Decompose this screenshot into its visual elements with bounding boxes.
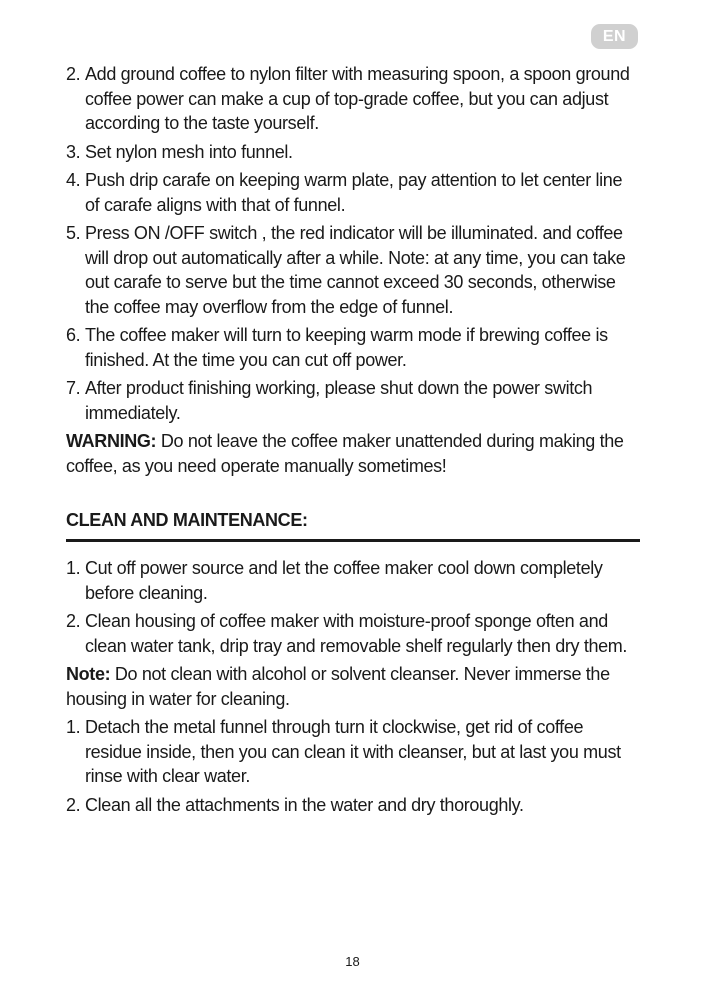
note-paragraph xyxy=(66,662,640,711)
step-text: Press ON /OFF switch , the red indicator will be illuminated. and coffee will drop out automatically after a while. Note: at any time, you can take out carafe to serve but the time cannot exceed 30 seconds, otherwise the coffee may overflow from the edge of funnel. xyxy=(85,223,626,317)
step-number: 1. xyxy=(66,558,81,578)
list-item xyxy=(66,715,640,789)
step-text: After product finishing working, please shut down the power switch immediately. xyxy=(85,378,593,423)
step-text: Push drip carafe on keeping warm plate, pay attention to let center line of carafe aligns with that of funnel. xyxy=(85,170,623,215)
note-label: Note: xyxy=(66,664,111,684)
section-heading: CLEAN AND MAINTENANCE: xyxy=(66,508,640,542)
step-number: 3. xyxy=(66,141,81,162)
step-number: 2. xyxy=(66,794,81,815)
list-item xyxy=(66,323,640,372)
note-text: Do not clean with alcohol or solvent cleanser. Never immerse the housing in water for cleaning. xyxy=(66,664,610,709)
language-badge: EN xyxy=(591,24,638,49)
cleaning-steps-list xyxy=(66,556,640,658)
list-item xyxy=(66,221,640,319)
list-item xyxy=(66,556,640,605)
step-number: 7. xyxy=(66,378,81,398)
list-item xyxy=(66,168,640,217)
step-text: Clean all the attachments in the water and dry thoroughly. xyxy=(85,794,524,815)
step-number: 2. xyxy=(66,611,81,631)
list-item xyxy=(66,62,640,136)
step-text: The coffee maker will turn to keeping warm mode if brewing coffee is finished. At the time you can cut off power. xyxy=(85,325,608,370)
list-item xyxy=(66,793,640,818)
step-number: 2. xyxy=(66,64,81,84)
warning-text: Do not leave the coffee maker unattended during making the coffee, as you need operate manually sometimes! xyxy=(66,431,624,476)
manual-content xyxy=(66,62,640,821)
step-text: Add ground coffee to nylon filter with measuring spoon, a spoon ground coffee power can make a cup of top-grade coffee, but you can adjust according to the taste yourself. xyxy=(85,64,630,133)
warning-label: WARNING: xyxy=(66,431,157,451)
step-text: Detach the metal funnel through turn it clockwise, get rid of coffee residue inside, then you can clean it with cleanser, but at last you must rinse with clear water. xyxy=(85,717,621,786)
warning-paragraph xyxy=(66,429,640,478)
step-text: Clean housing of coffee maker with moisture-proof sponge often and clean water tank, drip tray and removable shelf regularly then dry them. xyxy=(85,611,628,656)
step-number: 6. xyxy=(66,325,81,345)
list-item xyxy=(66,140,640,165)
list-item xyxy=(66,376,640,425)
step-number: 5. xyxy=(66,223,81,243)
step-text: Set nylon mesh into funnel. xyxy=(85,141,293,162)
page-number: 18 xyxy=(345,954,360,969)
list-item xyxy=(66,609,640,658)
step-text: Cut off power source and let the coffee maker cool down completely before cleaning. xyxy=(85,558,603,603)
brewing-steps-list xyxy=(66,62,640,425)
step-number: 1. xyxy=(66,717,81,737)
step-number: 4. xyxy=(66,170,81,190)
funnel-cleaning-steps-list xyxy=(66,715,640,817)
